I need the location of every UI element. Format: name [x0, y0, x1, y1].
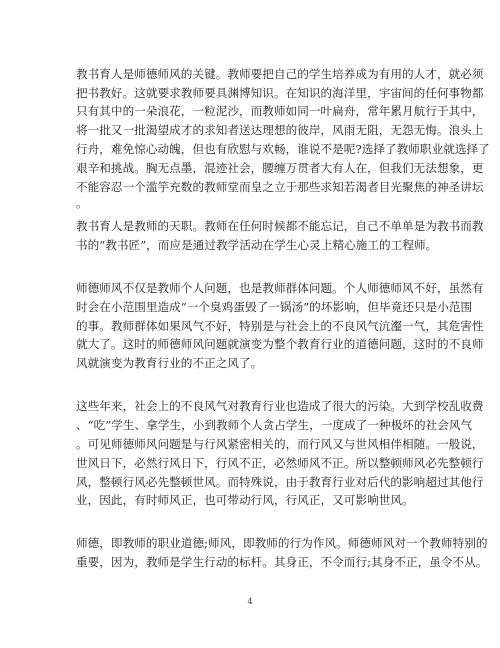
- paragraph-4-line-4: 世风日下，必然行风日下，行风不正，必然师风不正。所以整顿师风必先整顿行: [76, 456, 484, 470]
- paragraph-1-line-2: 把书教好。这就要求教师要具渊博知识。在知识的海洋里，宇宙间的任何事物都: [76, 86, 484, 100]
- page-number: 4: [247, 597, 253, 606]
- paragraph-5-line-2: 重要，因为，教师是学生行动的标杆。其身正，不令而行;其身不正，虽令不从。: [76, 555, 488, 569]
- paragraph-1-line-6: 艰辛和挑战。胸无点墨，混迹社会，腰缠万贯者大有人在，但我们无法想象，更: [76, 161, 484, 175]
- paragraph-1-line-4: 将一批又一批渴望成才的求知者送达理想的彼岸，风雨无阻，无怨无悔。浪头上: [76, 123, 484, 137]
- paragraph-3-line-3: 的事。教师群体如果风气不好，特别是与社会上的不良风气沆瀣一气，其危害性: [76, 319, 484, 333]
- paragraph-3-line-5: 风就演变为教育行业的不正之风了。: [76, 356, 263, 370]
- paragraph-1-line-3: 只有其中的一朵浪花，一粒泥沙，而教师如同一叶扁舟，常年累月航行于其中，: [76, 104, 484, 118]
- paragraph-1-line-1: 教书育人是师德师风的关键。教师要把自己的学生培养成为有用的人才，就必须: [76, 67, 484, 81]
- paragraph-4-line-6: 业，因此，有时师风正，也可带动行风，行风正，又可影响世风。: [76, 493, 414, 507]
- paragraph-4-line-2: 、“吃”学生、拿学生，小到教师个人贪占学生，一度成了一种极坏的社会风气: [76, 418, 473, 432]
- paragraph-3-line-4: 就大了。这时的师德师风问题就演变为整个教育行业的道德问题，这时的不良师: [76, 337, 484, 351]
- paragraph-4-line-1: 这些年来，社会上的不良风气对教育行业也造成了很大的污染。大到学校乱收费: [76, 399, 484, 413]
- paragraph-2-line-2: 书的“教书匠”，而应是通过教学活动在学生心灵上精心施工的工程师。: [76, 238, 438, 252]
- paragraph-4-line-3: 。可见师德师风问题是与行风紧密相关的，而行风又与世风相伴相随。一般说，: [76, 437, 484, 451]
- paragraph-1-line-5: 行舟，难免惊心动魄，但也有欣慰与欢畅，谁说不是呢?选择了教师职业就选择了: [76, 142, 490, 156]
- paragraph-1-line-7: 不能容忍一个滥竽充数的教师堂而皇之立于那些求知若渴者目光聚焦的神圣讲坛: [76, 180, 484, 194]
- paragraph-2-line-1: 教书育人是教师的天职。教师在任何时候都不能忘记，自己不单单是为教书而教: [76, 219, 484, 233]
- paragraph-4-line-5: 风，整顿行风必先整顿世风。而特殊说，由于教育行业对后代的影响超过其他行: [76, 475, 484, 489]
- paragraph-1-line-8: 。: [76, 196, 88, 210]
- paragraph-3-line-1: 师德师风不仅是教师个人问题，也是教师群体问题。个人师德师风不好，虽然有: [76, 281, 484, 295]
- paragraph-3-line-2: 时会在小范围里造成“一个臭鸡蛋毁了一锅汤”的坏影响，但毕竟还只是小范围: [76, 300, 473, 314]
- paragraph-5-line-1: 师德，即教师的职业道德;师风，即教师的行为作风。师德师风对一个教师特别的: [76, 536, 488, 550]
